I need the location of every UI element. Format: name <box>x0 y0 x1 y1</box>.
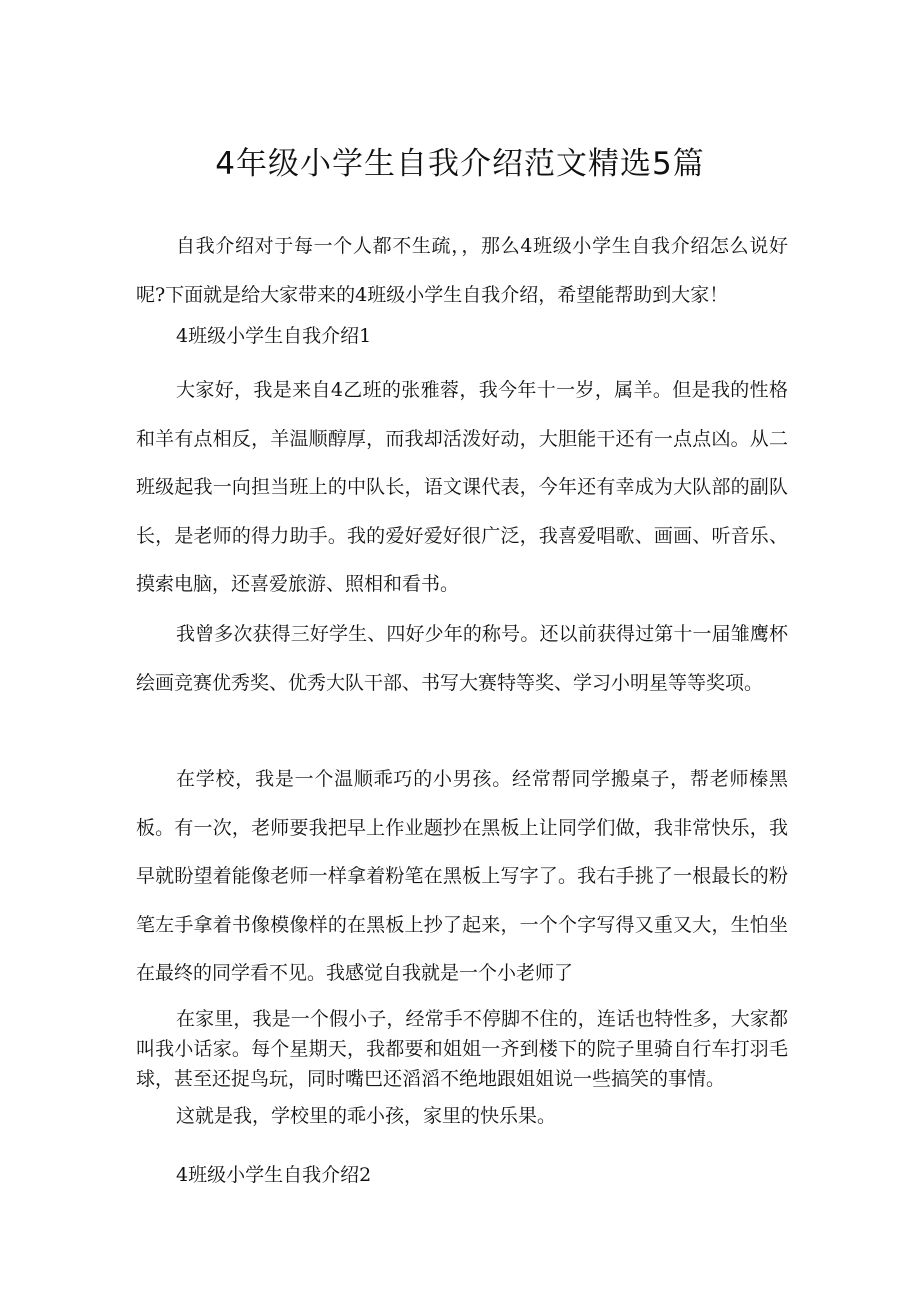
body-paragraph: 我曾多次获得三好学生、四好少年的称号。还以前获得过第十一届雏鹰杯绘画竞赛优秀奖、优秀大队干部、书写大赛特等奖、学习小明星等等奖项。 <box>136 623 788 694</box>
intro-paragraph: 自我介绍对于每一个人都不生疏，，那么4班级小学生自我介绍怎么说好呢?下面就是给大家带来的4班级小学生自我介绍，希望能帮助到大家！ <box>136 235 788 306</box>
body-paragraph: 在学校，我是一个温顺乖巧的小男孩。经常帮同学搬桌子，帮老师榛黑板。有一次，老师要我把早上作业题抄在黑板上让同学们做，我非常快乐，我早就盼望着能像老师一样拿着粉笔在黑板上写字了。我右手挑了一根最长的粉笔左手拿着书像模像样的在黑板上抄了起来，一个个字写得又重又大，生怕坐在最终的同学看不见。我感觉自我就是一个小老师了 <box>136 768 788 984</box>
closing-paragraph: 这就是我，学校里的乖小孩，家里的快乐果。 <box>176 1105 557 1127</box>
section-heading-2: 4班级小学生自我介绍2 <box>176 1164 372 1186</box>
body-paragraph: 大家好，我是来自4乙班的张雅蓉，我今年十一岁，属羊。但是我的性格和羊有点相反，羊温顺醇厚，而我却活泼好动，大胆能干还有一点点凶。从二班级起我一向担当班上的中队长，语文课代表，今年还有幸成为大队部的副队长，是老师的得力助手。我的爱好爱好很广泛，我喜爱唱歌、画画、听音乐、摸索电脑，还喜爱旅游、照相和看书。 <box>136 379 788 595</box>
section-heading-1: 4班级小学生自我介绍1 <box>176 325 372 347</box>
page-title: 4年级小学生自我介绍范文精选5篇 <box>215 146 705 182</box>
body-paragraph: 在家里，我是一个假小子，经常手不停脚不住的，连话也特性多，大家都叫我小话家。每个星期天，我都要和姐姐一齐到楼下的院子里骑自行车打羽毛球，甚至还捉鸟玩，同时嘴巴还滔滔不绝地跟姐姐说一些搞笑的事情。 <box>136 1008 788 1090</box>
